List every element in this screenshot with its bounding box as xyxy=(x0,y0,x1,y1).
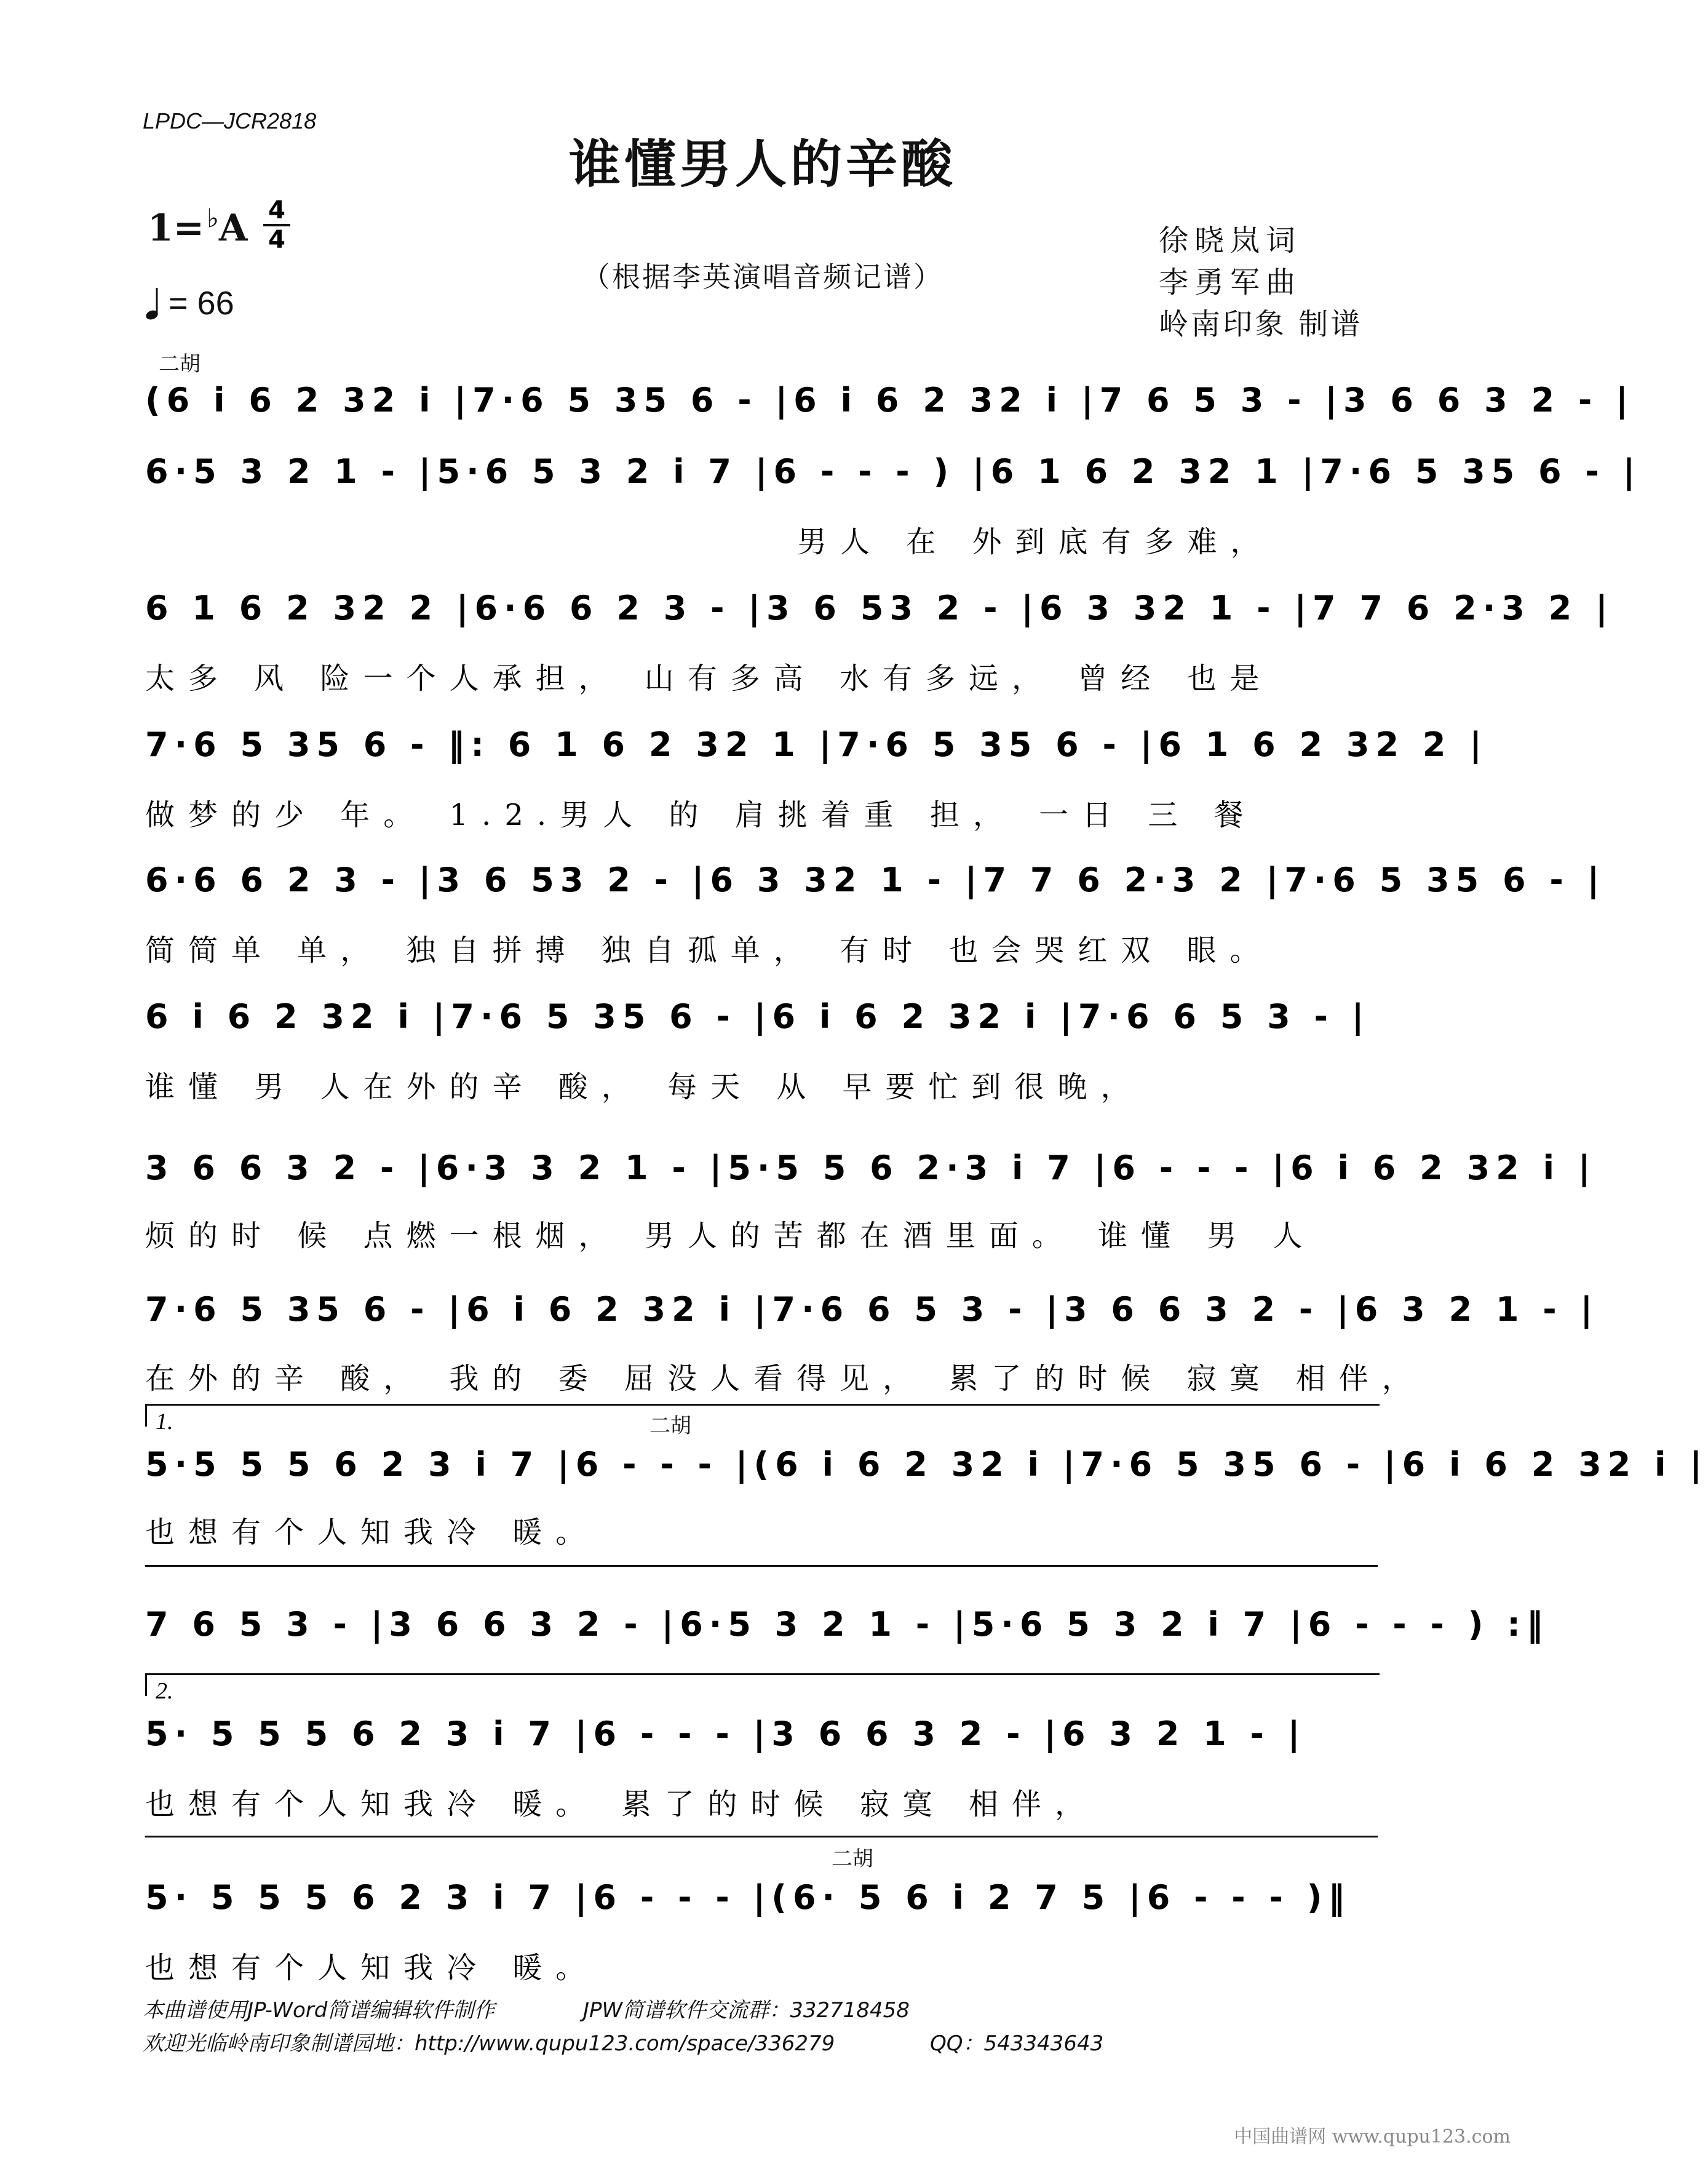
footer-group: JPW简谱软件交流群：332718458 xyxy=(583,1998,910,2023)
notation-line xyxy=(145,1870,1380,1950)
lyric-line: 做梦的少 年。 1.2.男人 的 肩挑着重 担， 一日 三 餐 xyxy=(145,798,1257,832)
lyricist-credit: 徐晓岚词 xyxy=(1159,223,1302,258)
lyric-line: 也想有个人知我冷 暖。 xyxy=(145,1515,599,1550)
notation-line xyxy=(145,373,1634,453)
notation-line-notes: 7·6 5 35 6 - ‖: 6 1 6 2 32 1 |7·6 5 35 6 - |6 1 6 2 32 2 | xyxy=(145,725,1488,764)
arranger-credit: 岭南印象 制谱 xyxy=(1159,307,1363,341)
key-prefix: 1= xyxy=(148,207,205,250)
erhu-label: 二胡 xyxy=(832,1847,873,1871)
key-signature xyxy=(148,203,247,250)
notation-line-notes: 5·5 5 5 6 2 3 i 7 |6 - - - |(6 i 6 2 32 i |7·6 5 35 6 - |6 i 6 2 32 i | xyxy=(145,1445,1708,1484)
meter-top: 4 xyxy=(268,196,285,225)
volta-continuation-line xyxy=(145,1565,1378,1567)
volta-2-label: 2. xyxy=(156,1678,173,1704)
footer-site: 欢迎光临岭南印象制谱园地：http://www.qupu123.com/space/336279 xyxy=(143,2031,835,2056)
notation-line xyxy=(145,717,1488,797)
volta-bracket-2 xyxy=(145,1673,1380,1704)
lyric-line: 也想有个人知我冷 暖。 xyxy=(145,1951,599,1985)
notation-line-notes: 7·6 5 35 6 - |6 i 6 2 32 i |7·6 6 5 3 - |3 6 6 3 2 - |6 3 2 1 - | xyxy=(145,1290,1599,1329)
notation-line xyxy=(145,581,1614,661)
notation-line xyxy=(145,1597,1549,1677)
volta-bracket-1 xyxy=(145,1404,1380,1435)
notation-line-notes: (6 i 6 2 32 i |7·6 5 35 6 - |6 i 6 2 32 i |7 6 5 3 - |3 6 6 3 2 - | xyxy=(145,381,1634,420)
notation-line xyxy=(145,444,1642,524)
notation-line-notes: 6 i 6 2 32 i |7·6 5 35 6 - |6 i 6 2 32 i |7·6 6 5 3 - | xyxy=(145,997,1370,1036)
lyric-line: 在外的辛 酸， 我的 委 屈没人看得见， 累了的时候 寂寞 相伴， xyxy=(145,1361,1425,1396)
composer-credit: 李勇军曲 xyxy=(1159,265,1302,300)
score-code: LPDC—JCR2818 xyxy=(143,108,317,133)
notation-line xyxy=(145,853,1606,933)
notation-line-notes: 5· 5 5 5 6 2 3 i 7 |6 - - - |3 6 6 3 2 - |6 3 2 1 - | xyxy=(145,1714,1306,1753)
notation-line xyxy=(145,1706,1380,1786)
notation-line-notes: 6 1 6 2 32 2 |6·6 6 2 3 - |3 6 53 2 - |6 3 32 1 - |7 7 6 2·3 2 | xyxy=(145,589,1614,627)
time-signature xyxy=(260,197,294,253)
lyric-line: 太多 风 险一个人承担， 山有多高 水有多远， 曾经 也是 xyxy=(145,661,1273,696)
footer-software: 本曲谱使用JP-Word简谱编辑软件制作 xyxy=(143,1998,495,2023)
song-title: 谁懂男人的辛酸 xyxy=(568,133,956,194)
notation-line xyxy=(145,1141,1597,1220)
lyric-line: 也想有个人知我冷 暖。 累了的时候 寂寞 相伴， xyxy=(145,1787,1098,1822)
erhu-label: 二胡 xyxy=(649,1414,691,1438)
flat-sign: ♭ xyxy=(207,203,219,233)
footer-qq: QQ：543343643 xyxy=(930,2031,1104,2056)
notation-line-notes: 7 6 5 3 - |3 6 6 3 2 - |6·5 3 2 1 - |5·6 5 3 2 i 7 |6 - - - ) :‖ xyxy=(145,1605,1549,1644)
notation-line xyxy=(145,1437,1708,1517)
notation-line-notes: 6·5 3 2 1 - |5·6 5 3 2 i 7 |6 - - - ) |6 1 6 2 32 1 |7·6 5 35 6 - | xyxy=(145,452,1642,491)
lyric-line: 简简单 单， 独自拼搏 独自孤单， 有时 也会哭红双 眼。 xyxy=(145,933,1273,968)
key-note: A xyxy=(218,207,248,250)
notation-line xyxy=(145,1282,1599,1362)
erhu-label: 二胡 xyxy=(159,352,201,376)
lyric-line: 男人 在 外到底有多难， xyxy=(797,525,1274,559)
tempo-value: = 66 xyxy=(169,285,234,322)
meter-bottom: 4 xyxy=(268,226,285,254)
volta-continuation-line xyxy=(145,1836,1378,1837)
lyric-line: 谁懂 男 人在外的辛 酸， 每天 从 早要忙到很晚， xyxy=(145,1070,1144,1104)
lyric-line: 烦的时 候 点燃一根烟， 男人的苦都在酒里面。 谁懂 男 人 xyxy=(145,1219,1316,1253)
notation-line xyxy=(145,989,1380,1069)
volta-1-label: 1. xyxy=(156,1409,173,1435)
transcription-note: （根据李英演唱音频记谱） xyxy=(582,260,943,293)
notation-line-notes: 5· 5 5 5 6 2 3 i 7 |6 - - - |(6· 5 6 i 2 7 5 |6 - - - )‖ xyxy=(145,1878,1351,1917)
watermark: 中国曲谱网 www.qupu123.com xyxy=(1234,2126,1511,2148)
notation-line-notes: 3 6 6 3 2 - |6·3 3 2 1 - |5·5 5 6 2·3 i 7 |6 - - - |6 i 6 2 32 i | xyxy=(145,1149,1597,1187)
notation-line-notes: 6·6 6 2 3 - |3 6 53 2 - |6 3 32 1 - |7 7 6 2·3 2 |7·6 5 35 6 - | xyxy=(145,861,1606,899)
